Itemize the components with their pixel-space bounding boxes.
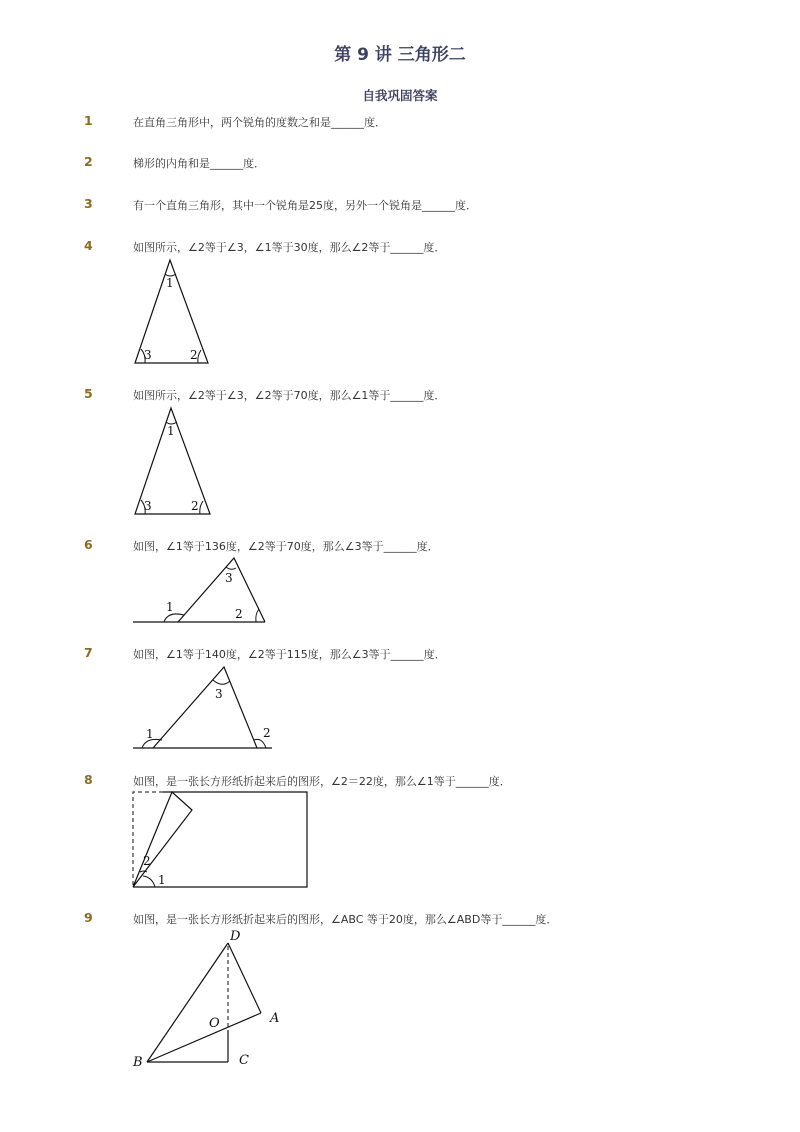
question-number: 2 <box>84 154 93 169</box>
angle-label-2: 2 <box>263 726 271 740</box>
question-number: 3 <box>84 196 93 211</box>
question-text: 如图，∠1等于140度，∠2等于115度，那么∠3等于______度． <box>133 648 446 661</box>
point-label-a: A <box>270 1011 280 1026</box>
question-text: 如图，是一张长方形纸折起来后的图形，∠2＝22度，那么∠1等于______度． <box>133 775 511 788</box>
question-number: 4 <box>84 238 93 253</box>
question-text: 在直角三角形中，两个锐角的度数之和是______度． <box>133 116 386 129</box>
angle-label-3: 3 <box>144 348 152 362</box>
question-text: 如图，是一张长方形纸折起来后的图形，∠ABC 等于20度，那么∠ABD等于______度． <box>133 913 558 926</box>
point-label-o: O <box>209 1016 220 1031</box>
point-label-c: C <box>239 1053 249 1068</box>
page-subtitle: 自我巩固答案 <box>362 88 438 103</box>
question-number: 8 <box>84 772 93 787</box>
angle-label-3: 3 <box>215 687 223 701</box>
angle-label-3: 3 <box>225 571 233 585</box>
angle-label-1: 1 <box>166 600 174 614</box>
angle-label-1: 1 <box>146 727 154 741</box>
point-label-b: B <box>133 1055 143 1070</box>
angle-label-2: 2 <box>143 854 151 868</box>
question-text: 梯形的内角和是______度． <box>133 157 265 170</box>
angle-label-2: 2 <box>235 607 243 621</box>
question-text: 如图所示，∠2等于∠3，∠2等于70度，那么∠1等于______度． <box>133 389 446 402</box>
angle-label-2: 2 <box>190 348 198 362</box>
question-number: 1 <box>84 113 93 128</box>
angle-label-1: 1 <box>158 873 166 887</box>
point-label-d: D <box>230 929 241 944</box>
question-text: 有一个直角三角形，其中一个锐角是25度，另外一个锐角是______度． <box>133 199 477 212</box>
question-number: 7 <box>84 645 93 660</box>
angle-label-1: 1 <box>167 424 175 438</box>
angle-label-2: 2 <box>191 499 199 513</box>
page-title: 第 9 讲 三角形二 <box>334 45 466 65</box>
question-number: 9 <box>84 910 93 925</box>
question-text: 如图所示，∠2等于∠3，∠1等于30度，那么∠2等于______度． <box>133 241 446 254</box>
angle-label-3: 3 <box>144 499 152 513</box>
question-text: 如图，∠1等于136度，∠2等于70度，那么∠3等于______度． <box>133 540 439 553</box>
question-number: 5 <box>84 386 93 401</box>
question-number: 6 <box>84 537 93 552</box>
edge-da <box>228 943 261 1013</box>
angle-label-1: 1 <box>166 276 174 290</box>
